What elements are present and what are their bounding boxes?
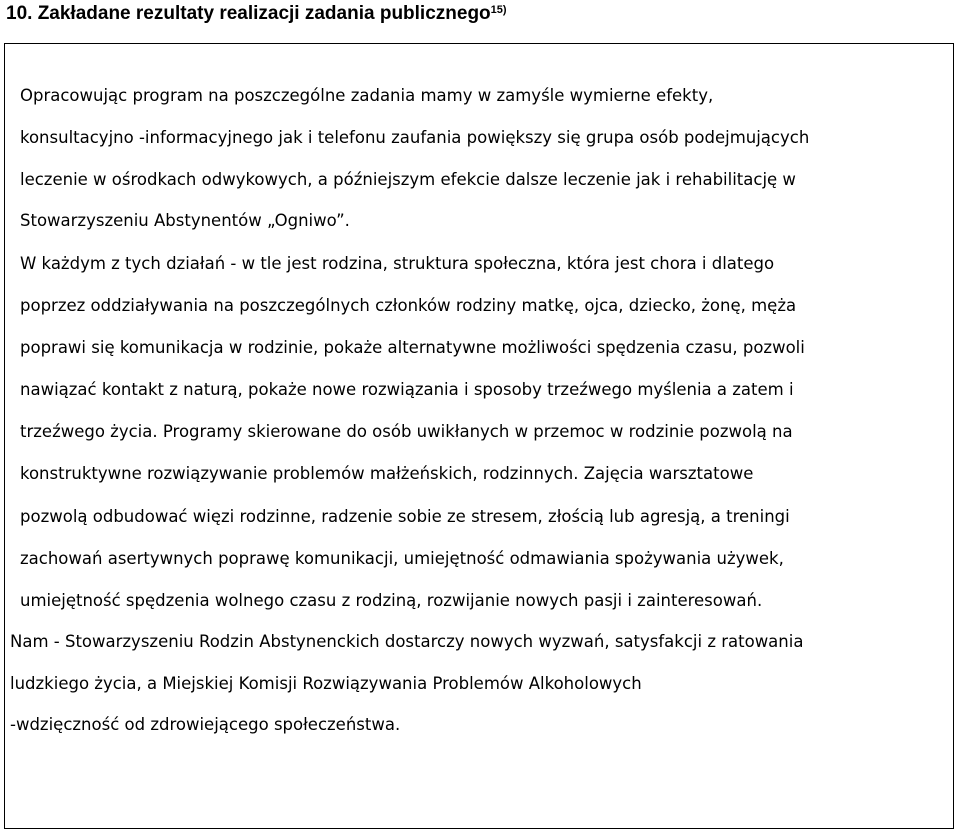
- footnote-ref: 15): [490, 4, 507, 16]
- text-line: konstruktywne rozwiązywanie problemów małżeńskich, rodzinnych. Zajęcia warsztatowe: [20, 464, 754, 483]
- text-line: -wdzięczność od zdrowiejącego społeczeństwa.: [10, 715, 401, 734]
- text-line: Nam - Stowarzyszeniu Rodzin Abstynenckich dostarczy nowych wyzwań, satysfakcji z ratowania: [10, 632, 804, 651]
- text-line: poprawi się komunikacja w rodzinie, pokaże alternatywne możliwości spędzenia czasu, pozwoli: [20, 338, 805, 357]
- text-line: W każdym z tych działań - w tle jest rodzina, struktura społeczna, która jest chora i dlatego: [20, 254, 775, 273]
- section-title: 10. Zakładane rezultaty realizacji zadania publicznego: [6, 3, 491, 24]
- text-line: ludzkiego życia, a Miejskiej Komisji Rozwiązywania Problemów Alkoholowych: [10, 674, 642, 693]
- text-line: trzeźwego życia. Programy skierowane do osób uwikłanych w przemoc w rodzinie pozwolą na: [20, 422, 793, 441]
- text-line: konsultacyjno -informacyjnego jak i telefonu zaufania powiększy się grupa osób podejmujących: [20, 128, 810, 147]
- text-line: zachowań asertywnych poprawę komunikacji, umiejętność odmawiania spożywania używek,: [20, 549, 784, 568]
- section-heading: [6, 2, 507, 26]
- text-line: pozwolą odbudować więzi rodzinne, radzenie sobie ze stresem, złością lub agresją, a treningi: [20, 507, 790, 526]
- text-line: nawiązać kontakt z naturą, pokaże nowe rozwiązania i sposoby trzeźwego myślenia a zatem i: [20, 380, 794, 399]
- text-line: Opracowując program na poszczególne zadania mamy w zamyśle wymierne efekty,: [20, 86, 714, 105]
- text-line: poprzez oddziaływania na poszczególnych członków rodziny matkę, ojca, dziecko, żonę, męża: [20, 296, 797, 315]
- text-line: leczenie w ośrodkach odwykowych, a późniejszym efekcie dalsze leczenie jak i rehabilitację w: [20, 170, 796, 189]
- text-line: umiejętność spędzenia wolnego czasu z rodziną, rozwijanie nowych pasji i zainteresowań.: [20, 591, 763, 610]
- text-line: Stowarzyszeniu Abstynentów „Ogniwo”.: [20, 211, 350, 230]
